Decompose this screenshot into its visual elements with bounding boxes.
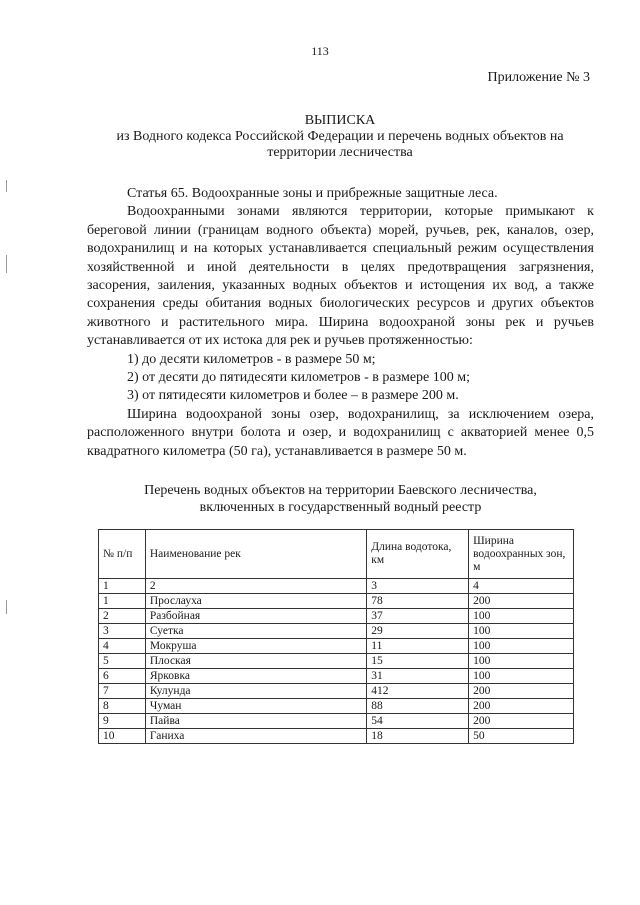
header-number: № п/п — [99, 530, 146, 579]
table-caption — [87, 482, 594, 516]
cell-zone-width: 50 — [469, 729, 574, 744]
table-row — [99, 714, 574, 729]
document-heading — [70, 113, 610, 161]
cell-number: 4 — [99, 639, 146, 654]
table-row — [99, 594, 574, 609]
cell-river-name: Разбойная — [145, 609, 366, 624]
table-row — [99, 699, 574, 714]
cell-river-name: Ганиха — [145, 729, 366, 744]
table-row — [99, 609, 574, 624]
cell-river-name: Чуман — [145, 699, 366, 714]
table-row — [99, 684, 574, 699]
document-subtitle-line2: территории лесничества — [267, 145, 413, 160]
cell-zone-width: 100 — [469, 654, 574, 669]
cell-number: 9 — [99, 714, 146, 729]
article-title: Статья 65. Водоохранные зоны и прибрежные защитные леса. — [127, 186, 498, 201]
table-row — [99, 639, 574, 654]
column-number: 4 — [469, 579, 574, 594]
article-paragraph-1: Водоохранными зонами являются территории, которые примыкают к береговой линии (границам водного объекта) морей, ручьев, рек, каналов, озер, водохранилищ и на которых устанавливается специальный режим осуществления хозяйственной и иной деятельности в целях предотвращения загрязнения, засорения, заиления, указанных водных объектов и истощения их вод, а также сохранения среды обитания водных биологических ресурсов и других объектов животного и растительного мира. Ширина водоохраной зоны рек и ручьев устанавливается от их истока для рек и ручьев протяженностью: — [87, 204, 594, 349]
cell-zone-width: 200 — [469, 684, 574, 699]
page-number: 113 — [311, 44, 329, 58]
document-title: ВЫПИСКА — [304, 113, 376, 128]
cell-length: 11 — [367, 639, 469, 654]
cell-river-name: Суетка — [145, 624, 366, 639]
list-item: 1) до десяти километров - в размере 50 м; — [127, 351, 376, 367]
cell-river-name: Пайва — [145, 714, 366, 729]
column-number: 3 — [367, 579, 469, 594]
cell-length: 37 — [367, 609, 469, 624]
cell-length: 78 — [367, 594, 469, 609]
table-row — [99, 624, 574, 639]
header-length: Длина водотока, км — [367, 530, 469, 579]
cell-river-name: Кулунда — [145, 684, 366, 699]
scan-margin-mark — [6, 255, 7, 273]
cell-zone-width: 100 — [469, 624, 574, 639]
header-river-name: Наименование рек — [145, 530, 366, 579]
column-number: 1 — [99, 579, 146, 594]
list-item: 2) от десяти до пятидесяти километров - в размере 100 м; — [127, 370, 470, 386]
cell-number: 7 — [99, 684, 146, 699]
cell-length: 15 — [367, 654, 469, 669]
scan-margin-mark — [6, 180, 7, 192]
cell-zone-width: 100 — [469, 639, 574, 654]
cell-length: 54 — [367, 714, 469, 729]
table-caption-line2: включенных в государственный водный реестр — [199, 500, 482, 515]
cell-number: 6 — [99, 669, 146, 684]
table-row — [99, 669, 574, 684]
column-number: 2 — [145, 579, 366, 594]
cell-number: 3 — [99, 624, 146, 639]
cell-number: 2 — [99, 609, 146, 624]
cell-zone-width: 100 — [469, 669, 574, 684]
cell-river-name: Прослауха — [145, 594, 366, 609]
table-row — [99, 654, 574, 669]
table-header-row — [99, 530, 574, 579]
cell-river-name: Ярковка — [145, 669, 366, 684]
cell-length: 88 — [367, 699, 469, 714]
cell-river-name: Мокруша — [145, 639, 366, 654]
appendix-label: Приложение № 3 — [487, 70, 590, 85]
cell-river-name: Плоская — [145, 654, 366, 669]
table-column-number-row — [99, 579, 574, 594]
cell-zone-width: 100 — [469, 609, 574, 624]
cell-number: 5 — [99, 654, 146, 669]
cell-zone-width: 200 — [469, 594, 574, 609]
rivers-table — [98, 529, 574, 744]
cell-zone-width: 200 — [469, 714, 574, 729]
cell-number: 8 — [99, 699, 146, 714]
cell-length: 18 — [367, 729, 469, 744]
cell-length: 412 — [367, 684, 469, 699]
cell-length: 29 — [367, 624, 469, 639]
cell-zone-width: 200 — [469, 699, 574, 714]
table-caption-line1: Перечень водных объектов на территории Баевского лесничества, — [144, 483, 537, 498]
header-zone-width: Ширина водоохранных зон, м — [469, 530, 574, 579]
cell-number: 10 — [99, 729, 146, 744]
cell-number: 1 — [99, 594, 146, 609]
list-item: 3) от пятидесяти километров и более – в размере 200 м. — [127, 388, 459, 404]
table-row — [99, 729, 574, 744]
scan-margin-mark — [6, 600, 7, 614]
document-subtitle-line1: из Водного кодекса Российской Федерации и перечень водных объектов на — [116, 129, 564, 144]
article-text — [87, 185, 594, 461]
cell-length: 31 — [367, 669, 469, 684]
article-paragraph-2: Ширина водоохраной зоны озер, водохранилищ, за исключением озера, расположенного внутри болота и озер, и водохранилищ с акваторией менее 0,5 квадратного километра (50 га), устанавливается в размере 50 м. — [87, 406, 594, 459]
